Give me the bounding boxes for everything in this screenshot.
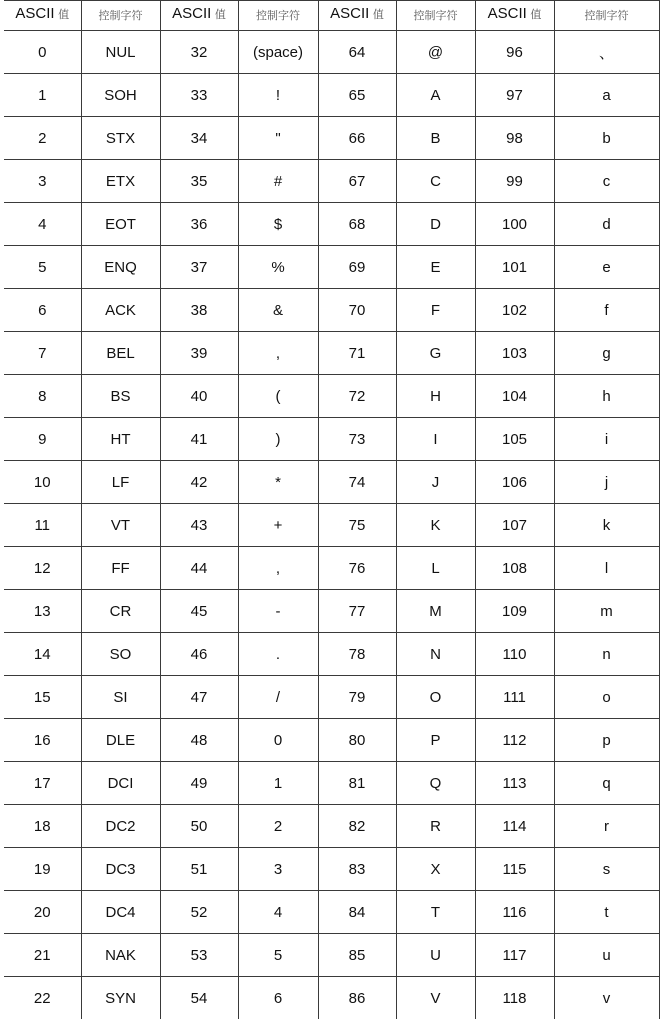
control-char-cell: i — [554, 418, 659, 461]
ascii-value-cell: 42 — [160, 461, 238, 504]
ascii-value-cell: 69 — [318, 246, 396, 289]
control-char-cell: NAK — [81, 934, 160, 977]
ascii-value-cell: 9 — [4, 418, 81, 461]
header-row — [4, 1, 659, 31]
control-char-cell: G — [396, 332, 475, 375]
control-char-cell: t — [554, 891, 659, 934]
ascii-value-cell: 83 — [318, 848, 396, 891]
ascii-value-cell: 33 — [160, 74, 238, 117]
control-char-cell: 2 — [238, 805, 318, 848]
control-char-cell: ETX — [81, 160, 160, 203]
ascii-value-cell: 112 — [475, 719, 554, 762]
ascii-value-cell: 14 — [4, 633, 81, 676]
ascii-value-cell: 114 — [475, 805, 554, 848]
column-header-ascii-value — [475, 1, 554, 31]
column-header-label: ASCII — [487, 5, 527, 22]
ascii-value-cell: 77 — [318, 590, 396, 633]
control-char-cell: SYN — [81, 977, 160, 1020]
control-char-cell: d — [554, 203, 659, 246]
control-char-cell: (space) — [238, 31, 318, 74]
control-char-cell: r — [554, 805, 659, 848]
control-char-cell: 3 — [238, 848, 318, 891]
control-char-cell: b — [554, 117, 659, 160]
ascii-value-cell: 100 — [475, 203, 554, 246]
ascii-value-cell: 20 — [4, 891, 81, 934]
control-char-cell: f — [554, 289, 659, 332]
control-char-cell: DLE — [81, 719, 160, 762]
control-char-cell: BEL — [81, 332, 160, 375]
ascii-value-cell: 16 — [4, 719, 81, 762]
ascii-value-cell: 46 — [160, 633, 238, 676]
ascii-value-cell: 44 — [160, 547, 238, 590]
ascii-value-cell: 0 — [4, 31, 81, 74]
control-char-cell: Q — [396, 762, 475, 805]
ascii-value-cell: 51 — [160, 848, 238, 891]
ascii-value-cell: 48 — [160, 719, 238, 762]
ascii-value-cell: 54 — [160, 977, 238, 1020]
ascii-value-cell: 82 — [318, 805, 396, 848]
table-row — [4, 719, 659, 762]
control-char-cell: I — [396, 418, 475, 461]
ascii-value-cell: 35 — [160, 160, 238, 203]
ascii-value-cell: 103 — [475, 332, 554, 375]
control-char-cell: % — [238, 246, 318, 289]
ascii-value-cell: 71 — [318, 332, 396, 375]
table-row — [4, 289, 659, 332]
control-char-cell: , — [238, 332, 318, 375]
column-header-ascii-value — [4, 1, 81, 31]
control-char-cell: C — [396, 160, 475, 203]
control-char-cell: h — [554, 375, 659, 418]
ascii-value-cell: 22 — [4, 977, 81, 1020]
ascii-value-cell: 101 — [475, 246, 554, 289]
ascii-value-cell: 106 — [475, 461, 554, 504]
control-char-cell: FF — [81, 547, 160, 590]
control-char-cell: ENQ — [81, 246, 160, 289]
control-char-cell: N — [396, 633, 475, 676]
table-row — [4, 31, 659, 74]
control-char-cell: ! — [238, 74, 318, 117]
ascii-value-cell: 74 — [318, 461, 396, 504]
ascii-value-cell: 43 — [160, 504, 238, 547]
control-char-cell: SOH — [81, 74, 160, 117]
control-char-cell: k — [554, 504, 659, 547]
control-char-cell: e — [554, 246, 659, 289]
ascii-value-cell: 18 — [4, 805, 81, 848]
table-row — [4, 332, 659, 375]
control-char-cell: ACK — [81, 289, 160, 332]
ascii-value-cell: 13 — [4, 590, 81, 633]
control-char-cell: R — [396, 805, 475, 848]
ascii-value-cell: 78 — [318, 633, 396, 676]
control-char-cell: EOT — [81, 203, 160, 246]
ascii-value-cell: 97 — [475, 74, 554, 117]
ascii-value-cell: 19 — [4, 848, 81, 891]
ascii-value-cell: 11 — [4, 504, 81, 547]
ascii-value-cell: 37 — [160, 246, 238, 289]
ascii-value-cell: 53 — [160, 934, 238, 977]
column-header-suffix: 值 — [211, 8, 226, 21]
table-row — [4, 461, 659, 504]
column-header-suffix: 值 — [369, 8, 384, 21]
ascii-value-cell: 52 — [160, 891, 238, 934]
ascii-value-cell: 47 — [160, 676, 238, 719]
control-char-cell: H — [396, 375, 475, 418]
control-char-cell: m — [554, 590, 659, 633]
table-row — [4, 934, 659, 977]
control-char-cell: V — [396, 977, 475, 1020]
control-char-cell: BS — [81, 375, 160, 418]
column-header-label: ASCII — [15, 5, 55, 22]
table-row — [4, 633, 659, 676]
ascii-value-cell: 110 — [475, 633, 554, 676]
table-row — [4, 418, 659, 461]
control-char-cell: @ — [396, 31, 475, 74]
column-header-control-char: 控制字符 — [554, 1, 659, 31]
ascii-value-cell: 102 — [475, 289, 554, 332]
ascii-value-cell: 72 — [318, 375, 396, 418]
table-row — [4, 805, 659, 848]
ascii-value-cell: 118 — [475, 977, 554, 1020]
control-char-cell: . — [238, 633, 318, 676]
table-row — [4, 891, 659, 934]
ascii-value-cell: 34 — [160, 117, 238, 160]
ascii-value-cell: 108 — [475, 547, 554, 590]
table-row — [4, 504, 659, 547]
control-char-cell: CR — [81, 590, 160, 633]
control-char-cell: 1 — [238, 762, 318, 805]
ascii-value-cell: 41 — [160, 418, 238, 461]
control-char-cell: X — [396, 848, 475, 891]
column-header-suffix: 值 — [54, 8, 70, 21]
ascii-value-cell: 5 — [4, 246, 81, 289]
ascii-value-cell: 50 — [160, 805, 238, 848]
ascii-value-cell: 67 — [318, 160, 396, 203]
table-row — [4, 375, 659, 418]
control-char-cell: 5 — [238, 934, 318, 977]
ascii-value-cell: 70 — [318, 289, 396, 332]
ascii-value-cell: 10 — [4, 461, 81, 504]
control-char-cell: T — [396, 891, 475, 934]
control-char-cell: D — [396, 203, 475, 246]
ascii-value-cell: 8 — [4, 375, 81, 418]
control-char-cell: DC4 — [81, 891, 160, 934]
ascii-value-cell: 73 — [318, 418, 396, 461]
control-char-cell: # — [238, 160, 318, 203]
control-char-cell: SI — [81, 676, 160, 719]
control-char-cell: ) — [238, 418, 318, 461]
ascii-value-cell: 113 — [475, 762, 554, 805]
ascii-value-cell: 99 — [475, 160, 554, 203]
table-row — [4, 117, 659, 160]
control-char-cell: + — [238, 504, 318, 547]
control-char-cell: & — [238, 289, 318, 332]
control-char-cell: u — [554, 934, 659, 977]
ascii-value-cell: 21 — [4, 934, 81, 977]
control-char-cell: B — [396, 117, 475, 160]
ascii-value-cell: 79 — [318, 676, 396, 719]
ascii-value-cell: 36 — [160, 203, 238, 246]
ascii-value-cell: 115 — [475, 848, 554, 891]
table-row — [4, 160, 659, 203]
control-char-cell: NUL — [81, 31, 160, 74]
control-char-cell: , — [238, 547, 318, 590]
column-header-label: ASCII — [172, 5, 212, 22]
ascii-value-cell: 65 — [318, 74, 396, 117]
table-row — [4, 74, 659, 117]
control-char-cell: 4 — [238, 891, 318, 934]
ascii-value-cell: 111 — [475, 676, 554, 719]
control-char-cell: J — [396, 461, 475, 504]
ascii-value-cell: 105 — [475, 418, 554, 461]
control-char-cell: p — [554, 719, 659, 762]
ascii-value-cell: 1 — [4, 74, 81, 117]
ascii-value-cell: 40 — [160, 375, 238, 418]
control-char-cell: - — [238, 590, 318, 633]
ascii-value-cell: 98 — [475, 117, 554, 160]
table-row — [4, 590, 659, 633]
control-char-cell: STX — [81, 117, 160, 160]
ascii-value-cell: 3 — [4, 160, 81, 203]
control-char-cell: ( — [238, 375, 318, 418]
control-char-cell: v — [554, 977, 659, 1020]
ascii-value-cell: 17 — [4, 762, 81, 805]
control-char-cell: DCI — [81, 762, 160, 805]
control-char-cell: / — [238, 676, 318, 719]
control-char-cell: O — [396, 676, 475, 719]
ascii-value-cell: 66 — [318, 117, 396, 160]
control-char-cell: 、 — [554, 31, 659, 74]
control-char-cell: F — [396, 289, 475, 332]
ascii-value-cell: 45 — [160, 590, 238, 633]
ascii-value-cell: 117 — [475, 934, 554, 977]
ascii-value-cell: 96 — [475, 31, 554, 74]
ascii-value-cell: 68 — [318, 203, 396, 246]
ascii-value-cell: 39 — [160, 332, 238, 375]
control-char-cell: a — [554, 74, 659, 117]
control-char-cell: A — [396, 74, 475, 117]
ascii-value-cell: 6 — [4, 289, 81, 332]
control-char-cell: n — [554, 633, 659, 676]
table-row — [4, 676, 659, 719]
control-char-cell: * — [238, 461, 318, 504]
ascii-value-cell: 76 — [318, 547, 396, 590]
ascii-value-cell: 64 — [318, 31, 396, 74]
control-char-cell: HT — [81, 418, 160, 461]
control-char-cell: LF — [81, 461, 160, 504]
table-row — [4, 762, 659, 805]
control-char-cell: E — [396, 246, 475, 289]
column-header-suffix: 值 — [526, 8, 542, 21]
column-header-ascii-value — [318, 1, 396, 31]
control-char-cell: K — [396, 504, 475, 547]
control-char-cell: 0 — [238, 719, 318, 762]
control-char-cell: L — [396, 547, 475, 590]
ascii-value-cell: 85 — [318, 934, 396, 977]
control-char-cell: j — [554, 461, 659, 504]
control-char-cell: q — [554, 762, 659, 805]
ascii-value-cell: 80 — [318, 719, 396, 762]
control-char-cell: c — [554, 160, 659, 203]
ascii-value-cell: 107 — [475, 504, 554, 547]
column-header-control-char: 控制字符 — [396, 1, 475, 31]
ascii-value-cell: 2 — [4, 117, 81, 160]
ascii-value-cell: 81 — [318, 762, 396, 805]
control-char-cell: VT — [81, 504, 160, 547]
ascii-value-cell: 116 — [475, 891, 554, 934]
table-body — [4, 31, 659, 1020]
control-char-cell: P — [396, 719, 475, 762]
table-row — [4, 977, 659, 1020]
control-char-cell: s — [554, 848, 659, 891]
ascii-value-cell: 4 — [4, 203, 81, 246]
control-char-cell: " — [238, 117, 318, 160]
ascii-value-cell: 38 — [160, 289, 238, 332]
ascii-value-cell: 15 — [4, 676, 81, 719]
ascii-value-cell: 7 — [4, 332, 81, 375]
table-row — [4, 547, 659, 590]
ascii-value-cell: 12 — [4, 547, 81, 590]
control-char-cell: o — [554, 676, 659, 719]
column-header-control-char: 控制字符 — [238, 1, 318, 31]
control-char-cell: g — [554, 332, 659, 375]
ascii-table — [4, 0, 660, 1019]
control-char-cell: SO — [81, 633, 160, 676]
table-row — [4, 848, 659, 891]
ascii-value-cell: 104 — [475, 375, 554, 418]
ascii-value-cell: 86 — [318, 977, 396, 1020]
column-header-ascii-value — [160, 1, 238, 31]
ascii-value-cell: 49 — [160, 762, 238, 805]
ascii-value-cell: 32 — [160, 31, 238, 74]
control-char-cell: $ — [238, 203, 318, 246]
ascii-value-cell: 84 — [318, 891, 396, 934]
column-header-control-char: 控制字符 — [81, 1, 160, 31]
ascii-value-cell: 75 — [318, 504, 396, 547]
control-char-cell: 6 — [238, 977, 318, 1020]
table-row — [4, 203, 659, 246]
control-char-cell: M — [396, 590, 475, 633]
column-header-label: ASCII — [330, 5, 370, 22]
control-char-cell: DC2 — [81, 805, 160, 848]
table-row — [4, 246, 659, 289]
control-char-cell: DC3 — [81, 848, 160, 891]
ascii-value-cell: 109 — [475, 590, 554, 633]
control-char-cell: U — [396, 934, 475, 977]
control-char-cell: l — [554, 547, 659, 590]
